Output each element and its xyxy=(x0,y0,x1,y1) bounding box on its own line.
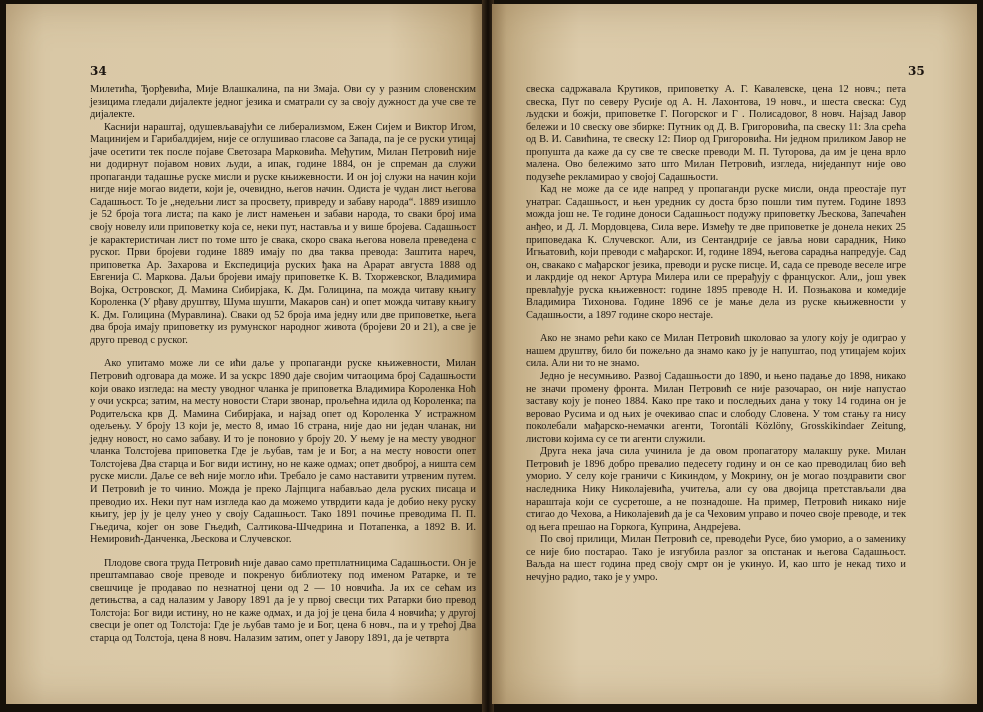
paragraph: Плодове свога труда Петровић није давао само претплатницима Садашњости. Он је прештампавао своје преводе и покренуо библиотеку под именом Ратарке, и те свешчице је продавао по незнатној цени од 2 — 10 новчића. Ја их се сећам из детињства, а сад налазим у Јавору 1891 да је у првој свесци тих Ратарки био превод Толстоја: Бог види истину, но не каже одмах, и да јој је цена била 4 новчића; у другој свесци је опет од Толстоја: Где је љубав тамо је и Бог, цена 6 новч., па и у трећој Два старца од Толстоја, цена 8 новч. Налазим затим, опет у Јавору 1891, да је четврта xyxy=(90,557,476,644)
paragraph: Милетића, Ђорђевића, Мије Влашкалина, па ни Змаја. Ови су у разним словенским језицима гледали дијалекте једног језика и сматрали су за своју дужност да уче све те дијалекте. xyxy=(90,84,476,121)
paragraph: Друга нека јача сила учинила је да овом пропагатору малакшу руке. Милан Петровић је 1896 добро превалио педесету годину и он се као преводилац био већ уморио. У селу које граничи с Кикиндом, у Мокрину, он је могао поздравити свог наследника Нику Николајевића, учитеља, али су ова двојица претстављали два нараштаја који се сусретоше, а не познадоше. На пример, Петровић никако није стигао до Чехова, а Николајевић да је са Чеховим управо и почео своје преводе, и тек од њега прешао на Горкога, Куприна, Андрејева. xyxy=(526,446,906,533)
left-page-text xyxy=(90,84,476,646)
paragraph: Кад не може да се иде напред у пропаганди руске мисли, онда преостаје пут унатраг. Садашњост, и њен уредник су доста брзо пошли тим путем. Године 1893 можда још не. Те године доноси Садашњост подужу приповетку Љескова, Запечаћен анђео, и Д. Л. Мордовцева, Сила вере. Између те две приповетке је донела неких 25 приповедака К. Случевског. Али, из Сентандрије се јавља нови сарадник, Нико Игњатовић, који преводи с мађарског. И, године 1894, његова сарадња напредује. Сад он, свакако с мађарског језика, преводи и руске писце. И, сада се преводе веселе игре и лакрдије од неког Артура Милера или се прерађују с француског. Али,, још увек превлађује руска књижевност: године 1895 преводе Н. И. Позњакова и комедије Владимира Тихонова. Године 1896 се је мање дела из руске књижевности у Садашњости, а 1897 године скоро нестаје. xyxy=(526,184,906,321)
left-page xyxy=(6,4,484,704)
paragraph: Каснији нараштај, одушевљавајући се либерализмом, Ежен Сијем и Виктор Игом, Мацинијем и Гарибалдијем, није се оглушивао гласове са Запада, па је се руски утицај јаче осетити тек после појаве Светозара Марковића. Међутим, Милан Петровић није ни додирнут појавом нових људи, а ипак, године 1884, он је спреман да служи пропаганди тадашње руске мисли и руске књижевности. И он јој служи на начин који нигде није могао видети, који је, очевидно, његов начин. Одиста је чудан лист његова Садашњост. То је „недељни лист за просвету, привреду и забаву народа“. 1889 изишло је 52 броја тога листа; па како је лист намењен и забави народа, то сваки број има своју новелу или приповетку која се, неки пут, наставља и у више бројева. Садашњост је карактеристичан лист по томе што је свака, скоро свака његова новела преведена с руског. Први бројеви године 1889 имају по два таква превода: Заштита нареч, приповетка Ар. Захарова и Експедиција руских ђака на Арарат августа 1888 од Евгенија С. Маркова. Даљи бројеви имају приповетке К. В. Тхоржевског, Владимира Војка, Островског, Д. Мамина Сибирјака, К. Дм. Голицина, па можда читаву књигу Короленка (У рђаву друштву, Шума шушти, Макаров сан) и опет можда читаву књигу К. Дм. Голицина (Муравлина). Сваки од 52 броја има једну или две приповетке, њега два броја имају приповетку из румунског народног живота (бројеви 20 и 21), а све је друго превод с руског. xyxy=(90,121,476,346)
page-number-right: 35 xyxy=(908,64,925,78)
paragraph: По свој прилици, Милан Петровић се, преводећи Русе, био уморио, а о заменику се није био постарао. Тако је изгубила разлог за опстанак и његова Садашњост. Ваљда на шест година пред своју смрт он је укинуо. И, као што је некад тихо и нечујно радио, тако је у умро. xyxy=(526,534,906,583)
paragraph: Једно је несумњиво. Развој Садашњости до 1890, и њено падање до 1898, никако не значи промену фронта. Милан Петровић се није разочарао, он није напустао заставу коју је понео 1884. Како пре тако и последњих дана у току 14 година он је веровао Русима и од њих је очекивао спас и слободу Словена. У том стању га нису поколебали мађарско-немачки агенти, Torontáli Közlöny, Grosskikindaer Zeitung, листови којима су се ти агенти служили. xyxy=(526,371,906,445)
page-number-left: 34 xyxy=(90,64,107,78)
paragraph: Ако не знамо рећи како се Милан Петровић школовао за улогу коју је одиграо у нашем друштву, било би пожељно да знамо како ју је напуштао, под утицајем којих сила. Али ни то не знамо. xyxy=(526,333,906,370)
paragraph: свеска садржавала Крутиков, приповетку А. Г. Кавалевске, цена 12 новч.; пета свеска, Пут по северу Русије од А. Н. Лахонтова, 19 новч., и шеста свеска: Суд људски и божји, приповетке Г. Погорског и Г . Полисадовог, 8 новч. Најзад Јавор бележи и 10 свеску ове збирке: Путник од Д. В. Григоровића, па свеску 11: Зла срећа од В. И. Савићина, те свеску 12: Пиор од Григоровића. Ни једном приликом Јавор не пропушта да каже да су све те свеске преводи М. П. Туторова, да им је цена врло малена. Ово бележимо зато што Милан Петровић, изгледа, ниједанпут није ово подузеће рекламирао у својој Садашњости. xyxy=(526,84,906,183)
right-page xyxy=(492,4,977,704)
right-page-text xyxy=(526,84,906,584)
paragraph: Ако упитамо може ли се ићи даље у пропаганди руске књижевности, Милан Петровић одговара да може. И за ускрс 1890 даје својим читаоцима број Садашњости који овако изгледа: на месту уводног чланка је приповетка Владимира Короленка Ноћ у очи ускрса; затим, на месту новости Стари звонар, прољећна идила од Короленка; па Родитељска крв Д. Мамина Сибирјака, и најзад опет од Короленка У истражном одељењу. У броју 13 који је, место 8, имао 16 страна, није дао ни један чланак, ни једну новост, но само забаву. И то је поновио у броју 20. У њему је на месту уводног чланка Толстојева приповетка Где је љубав, там је и Бог, а на месту новости опет Толстојева Два старца и Бог види истину, но не каже одмах; опет двоброј, а ништа сем руске мисли. Даље се већ није могло ићи. Требало је само наставити утрвеним путем. И Петровић је то чинио. Можда је преко Лајпцига набављао дела руских писаца и преводио их. Неки пут нам изгледа као да можемо утврдити када је добио неку руску књигу, јер ју је целу унео у своју Садашњост. Тако 1891 почиње преводима П. П. Гњедича, којег он зове Гњедић, Салтикова-Шчедрина и Потапенка, а 1892 В. И. Немировић-Данченка, Љескова и Случевског. xyxy=(90,358,476,546)
